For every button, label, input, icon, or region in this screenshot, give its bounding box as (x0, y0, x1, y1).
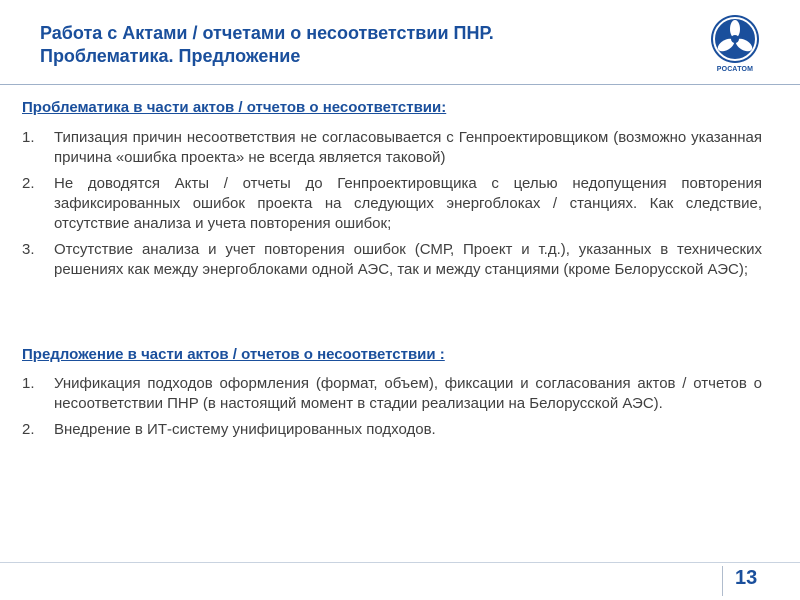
problems-heading: Проблематика в части актов / отчетов о несоответствии: (22, 99, 447, 116)
list-item (22, 420, 762, 440)
list-item (22, 374, 762, 414)
list-item-number: 1. (22, 129, 35, 146)
list-item-number: 2. (22, 175, 35, 192)
list-item-text: Не доводятся Акты / отчеты до Генпроектировщика с целью недопущения повторения зафиксированных ошибок проекта на следующих энергоблоках / станциях. Как следствие, отсутствие анализа и учета повторения ошибок; (54, 175, 762, 232)
list-item-text: Внедрение в ИТ-систему унифицированных подходов. (54, 421, 436, 438)
list-item (22, 174, 762, 234)
rosatom-logo-icon (706, 14, 764, 78)
footer-divider (0, 562, 800, 563)
page-title (40, 22, 680, 68)
list-item-text: Отсутствие анализа и учет повторения ошибок (СМР, Проект и т.д.), указанных в технических решениях как между энергоблоками одной АЭС, так и между станциями (кроме Белорусской АЭС); (54, 241, 762, 278)
list-item-number: 2. (22, 421, 35, 438)
list-item-text: Типизация причин несоответствия не согласовывается с Генпроектировщиком (возможно указанная причина «ошибка проекта» не всегда является таковой) (54, 129, 762, 166)
title-line-1: Работа с Актами / отчетами о несоответствии ПНР. (40, 23, 494, 43)
list-item (22, 240, 762, 280)
proposals-list (22, 374, 762, 446)
title-line-2: Проблематика. Предложение (40, 46, 301, 66)
page-number: 13 (735, 567, 758, 589)
list-item-number: 1. (22, 375, 35, 392)
problems-list (22, 128, 762, 286)
list-item-number: 3. (22, 241, 35, 258)
logo-text: РОСАТОМ (716, 66, 754, 73)
list-item-text: Унификация подходов оформления (формат, объем), фиксации и согласования актов / отчетов о несоответствии ПНР (в настоящий момент в стадии реализации на Белорусской АЭС). (54, 375, 762, 412)
proposals-heading: Предложение в части актов / отчетов о несоответствии : (22, 346, 445, 363)
page-number-divider (722, 566, 723, 596)
list-item (22, 128, 762, 168)
header-divider (0, 84, 800, 85)
